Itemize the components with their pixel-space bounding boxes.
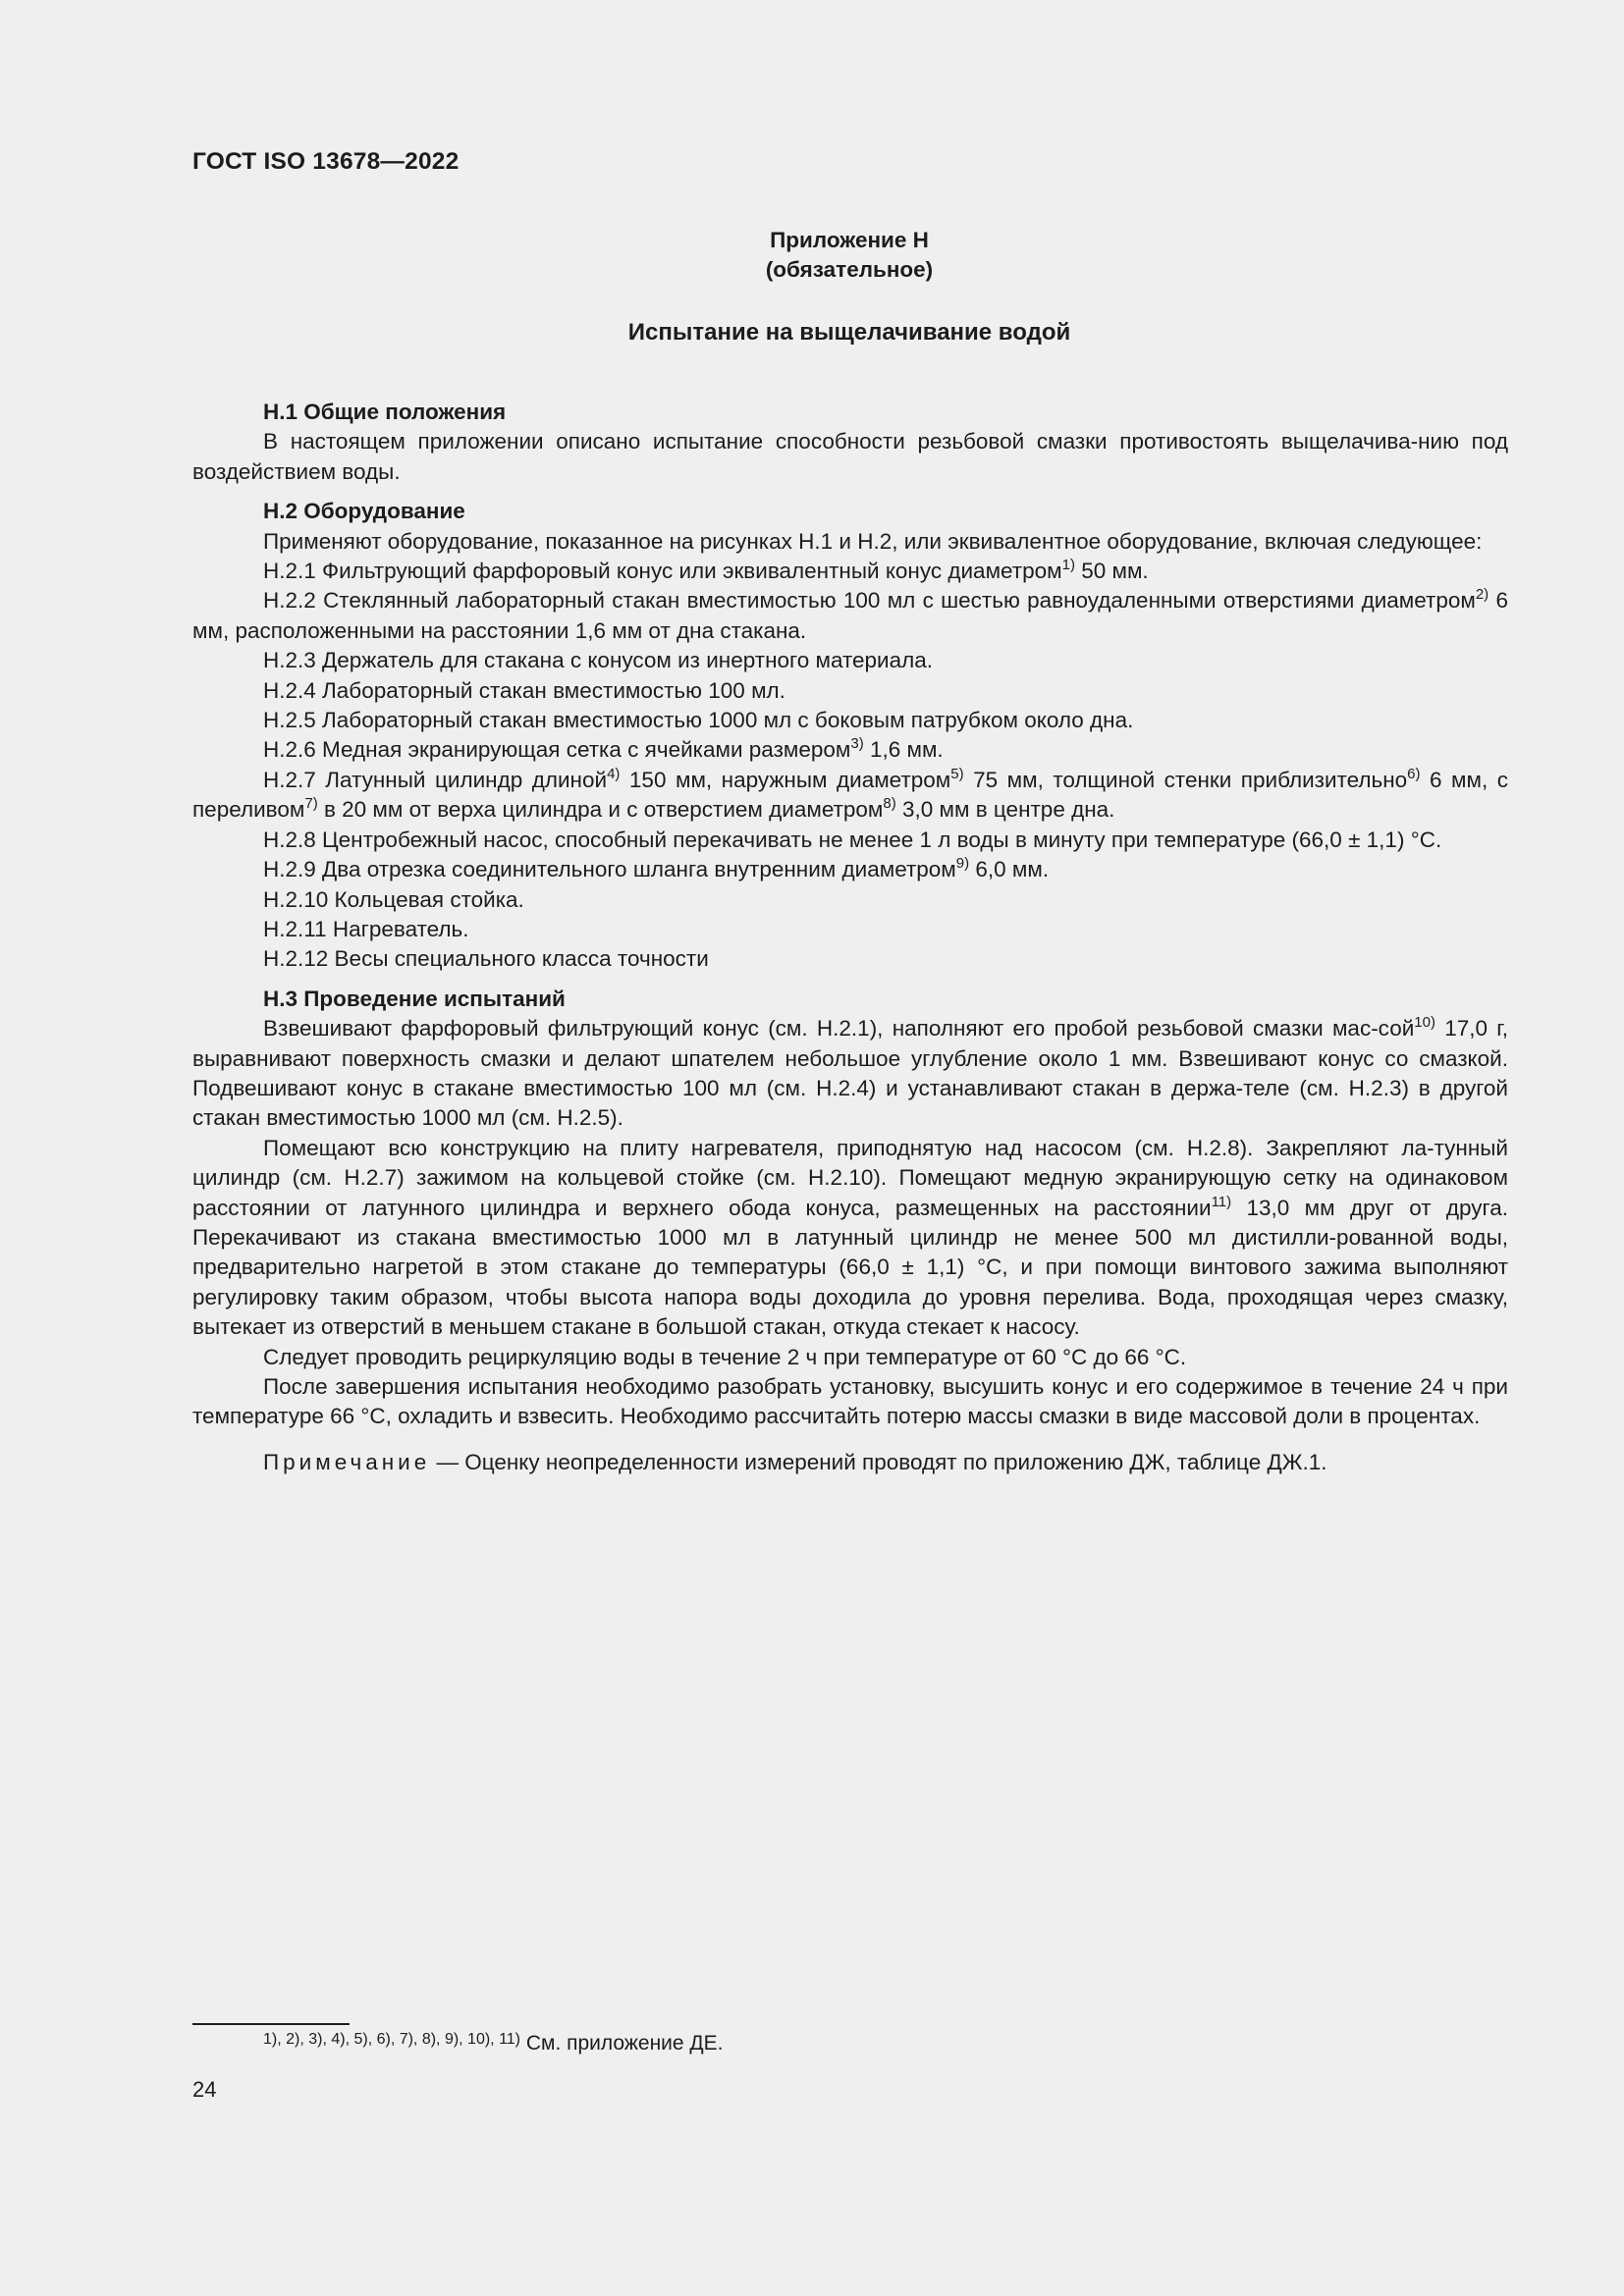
- equipment-item-h2-7: Н.2.7 Латунный цилиндр длиной$^{4)}$ 150 мм, наружным диаметром$^{5)}$ 75 мм, толщиной стенки приблизительно$^{6)}$ 6 мм, с переливом$^{7)}$ в 20 мм от верха цилиндра и с отверстием диаметром$^{8)}$ 3,0 мм в центре дна.: [192, 765, 1508, 823]
- section-h1-title: Н.1 Общие положения: [263, 400, 507, 424]
- equipment-item-h2-4: Н.2.4 Лабораторный стакан вместимостью 100 мл.: [263, 677, 785, 703]
- footnote-ref: 1): [1061, 557, 1075, 574]
- section-h1-text: В настоящем приложении описано испытание способности резьбовой смазки противостоять выщелачива-нию под воздействием воды.: [192, 429, 1508, 484]
- footnote-ref: 10): [1414, 1014, 1435, 1032]
- annex-title: Приложение H: [770, 228, 929, 252]
- document-body: [192, 398, 1508, 1477]
- note-label: Примечание: [263, 1449, 431, 1474]
- equipment-item-h2-2: Н.2.2 Стеклянный лабораторный стакан вместимостью 100 мл с шестью равноудаленными отверстиями диаметром$^{2)}$ 6 мм, расположенными на расстоянии 1,6 мм от дна стакана.: [192, 586, 1508, 643]
- annex-status: (обязательное): [765, 257, 934, 282]
- note-paragraph: [192, 1448, 1508, 1477]
- footnote-text: См. приложение ДЕ.: [520, 2032, 724, 2055]
- equipment-item-h2-1: Н.2.1 Фильтрующий фарфоровый конус или эквивалентный конус диаметром$^{1)}$ 50 мм.: [263, 557, 1149, 584]
- footnote-ref: 8): [883, 795, 896, 813]
- equipment-item-h2-9: Н.2.9 Два отрезка соединительного шланга внутренним диаметром$^{9)}$ 6,0 мм.: [263, 855, 1050, 882]
- footnote-ref: 9): [955, 855, 970, 873]
- standard-header: ГОСТ ISO 13678—2022: [192, 148, 460, 175]
- footnote: [263, 2029, 723, 2058]
- annex-heading: [0, 226, 1624, 285]
- footnote-ref: 4): [607, 765, 621, 782]
- procedure-paragraph-3: Следует проводить рециркуляцию воды в течение 2 ч при температуре от 60 °С до 66 °С.: [263, 1344, 1187, 1369]
- equipment-item-h2-6: Н.2.6 Медная экранирующая сетка с ячейками размером$^{3)}$ 1,6 мм.: [263, 735, 944, 763]
- equipment-item-h2-12: Н.2.12 Весы специального класса точности: [263, 946, 709, 972]
- section-h2-intro: Применяют оборудование, показанное на рисунках Н.1 и Н.2, или эквивалентное оборудование, включая следующее:: [263, 528, 1483, 554]
- equipment-item-h2-10: Н.2.10 Кольцевая стойка.: [263, 886, 524, 912]
- procedure-paragraph-2: Помещают всю конструкцию на плиту нагревателя, приподнятую над насосом (см. Н.2.8). Закрепляют ла-тунный цилиндр (см. Н.2.7) зажимом на кольцевой стойке (см. Н.2.10). Помещают медную экранирующую сетку на одинаковом расстоянии от латунного цилиндра и верхнего обода конуса, размещенных на расстоянии$^{11)}$ 13,0 мм друг от друга. Перекачивают из стакана вместимостью 1000 мл в латунный цилиндр не менее 500 мл дистилли-рованной воды, предварительно нагретой в этом стакане до температуры (66,0 ± 1,1) °С, и при помощи винтового зажима выполняют регулировку таким образом, чтобы высота напора воды доходила до уровня перелива. Вода, проходящая через смазку, вытекает из отверстий в меньшем стакане в большой стакан, откуда стекает к насосу.: [192, 1135, 1509, 1340]
- note-text: — Оценку неопределенности измерений проводят по приложению ДЖ, таблице ДЖ.1.: [430, 1449, 1327, 1474]
- section-h3-title: Н.3 Проведение испытаний: [263, 986, 566, 1011]
- footnote-ref: 2): [1475, 586, 1489, 604]
- equipment-item-h2-8: Н.2.8 Центробежный насос, способный перекачивать не менее 1 л воды в минуту при температуре (66,0 ± 1,1) °С.: [263, 827, 1442, 852]
- procedure-paragraph-1: Взвешивают фарфоровый фильтрующий конус (см. Н.2.1), наполняют его пробой резьбовой смазки мас-сой$^{10)}$ 17,0 г, выравнивают поверхность смазки и делают шпателем небольшое углубление около 1 мм. Взвешивают конус со смазкой. Подвешивают конус в стакане вместимостью 100 мл (см. Н.2.4) и устанавливают стакан в держа-теле (см. Н.2.3) в другой стакан вместимостью 1000 мл (см. Н.2.5).: [192, 1014, 1508, 1131]
- footnote-ref: 11): [1211, 1193, 1232, 1210]
- section-h2-title: Н.2 Оборудование: [263, 499, 465, 524]
- footnote-divider: [192, 2023, 350, 2025]
- equipment-item-h2-11: Н.2.11 Нагреватель.: [263, 916, 469, 941]
- footnote-ref: 3): [850, 735, 864, 753]
- page-number: 24: [192, 2077, 217, 2102]
- equipment-item-h2-5: Н.2.5 Лабораторный стакан вместимостью 1000 мл с боковым патрубком около дна.: [263, 708, 1134, 733]
- footnote-marks: 1), 2), 3), 4), 5), 6), 7), 8), 9), 10), 11): [263, 2031, 521, 2048]
- equipment-item-h2-3: Н.2.3 Держатель для стакана с конусом из инертного материала.: [263, 648, 934, 673]
- annex-subject-title: Испытание на выщелачивание водой: [627, 319, 1071, 346]
- footnote-ref: 6): [1407, 765, 1421, 782]
- footnote-ref: 5): [950, 765, 964, 782]
- procedure-paragraph-4: После завершения испытания необходимо разобрать установку, высушить конус и его содержимое в течение 24 ч при температуре 66 °С, охладить и взвесить. Необходимо рассчитайть потерю массы смазки в виде массовой доли в процентах.: [192, 1374, 1508, 1429]
- footnote-ref: 7): [304, 795, 318, 813]
